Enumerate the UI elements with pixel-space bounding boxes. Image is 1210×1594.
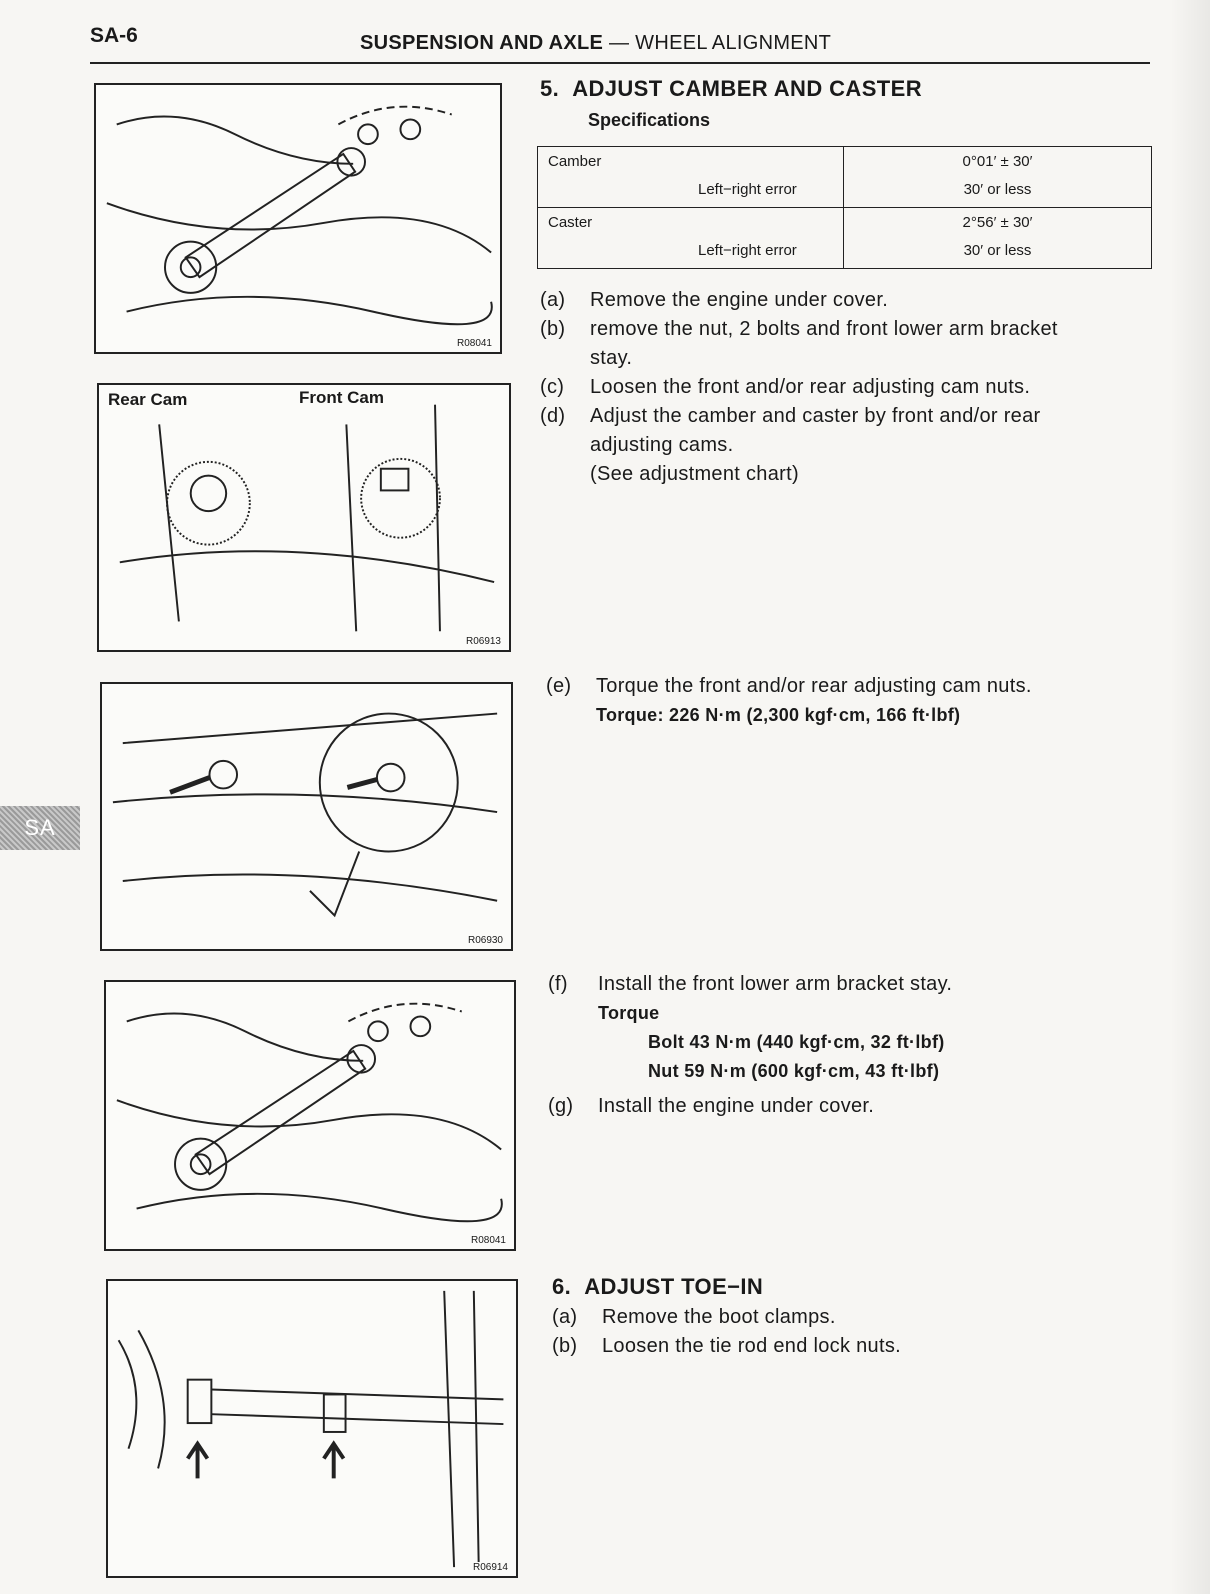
figure-torque-cam-nuts — [100, 682, 513, 951]
step-letter: (d) — [540, 405, 566, 427]
spec-value-cell — [844, 147, 1152, 208]
step5-number: 5. — [540, 76, 560, 101]
spec-item: Camber — [548, 153, 602, 170]
header-rule — [90, 62, 1150, 64]
subsection-title: WHEEL ALIGNMENT — [635, 32, 832, 54]
step6-title: ADJUST TOE−IN — [584, 1274, 764, 1299]
title-separator: — — [603, 32, 636, 54]
nut-torque: Nut 59 N·m (600 kgf·cm, 43 ft·lbf) — [648, 1061, 940, 1081]
step-e — [546, 672, 1032, 730]
figure-install-bracket-stay — [104, 980, 516, 1251]
step6-number: 6. — [552, 1274, 572, 1299]
figure-adjusting-cams — [97, 383, 511, 652]
section-title: SUSPENSION AND AXLE — [360, 32, 604, 54]
step-text: Adjust the camber and caster by front and/or rear — [590, 405, 1041, 427]
step-item — [540, 373, 1180, 402]
step-item — [540, 315, 1180, 344]
step5-heading — [540, 76, 922, 102]
step-text-continued: adjusting cams. — [590, 434, 734, 456]
table-row — [538, 147, 1152, 208]
spec-table — [537, 146, 1152, 269]
step-item — [540, 402, 1180, 431]
table-row — [538, 208, 1152, 269]
step-letter: (a) — [540, 289, 566, 311]
torque-label: Torque — [598, 1003, 660, 1023]
spec-value: 0°01′ ± 30′ — [962, 153, 1033, 170]
cam-nut-illustration — [102, 684, 511, 949]
step-g — [548, 1092, 874, 1121]
spec-item-cell — [538, 147, 844, 208]
spec-sub-item: Left−right error — [698, 242, 797, 259]
spec-value-cell — [844, 208, 1152, 269]
page-number: SA-6 — [90, 24, 138, 47]
step-letter: (b) — [540, 318, 566, 340]
step-letter: (c) — [540, 376, 565, 398]
tie-rod-illustration — [108, 1281, 516, 1576]
wrench-illustration — [106, 982, 514, 1249]
step-text: Remove the boot clamps. — [602, 1306, 836, 1328]
step-text: remove the nut, 2 bolts and front lower arm bracket — [590, 318, 1058, 340]
figure-code: R06930 — [467, 935, 503, 946]
page-title — [360, 32, 831, 55]
figure-code: R06913 — [465, 636, 501, 647]
step-text: Loosen the front and/or rear adjusting cam nuts. — [590, 376, 1031, 398]
page-edge-shadow — [1170, 0, 1210, 1594]
step-letter: (f) — [548, 973, 568, 995]
spec-sub-item: Left−right error — [698, 181, 797, 198]
spec-value: 2°56′ ± 30′ — [962, 214, 1033, 231]
spec-sub-value: 30′ or less — [963, 181, 1032, 198]
figure-wrench-bracket — [94, 83, 502, 354]
spec-sub-value: 30′ or less — [963, 242, 1032, 259]
figure-code: R08041 — [470, 1235, 506, 1246]
section-tab: SA — [0, 806, 80, 850]
step-text: Remove the engine under cover. — [590, 289, 889, 311]
step-text: Loosen the tie rod end lock nuts. — [602, 1335, 901, 1357]
step-f — [548, 970, 952, 1086]
step-letter: (a) — [552, 1306, 578, 1328]
step6-instructions — [552, 1303, 901, 1361]
step-text-continued: stay. — [590, 347, 633, 369]
spec-heading: Specifications — [588, 110, 711, 130]
step-text: Torque the front and/or rear adjusting cam nuts. — [596, 675, 1032, 697]
figure-code: R08041 — [456, 338, 492, 349]
step5-title: ADJUST CAMBER AND CASTER — [572, 76, 922, 101]
bolt-torque: Bolt 43 N·m (440 kgf·cm, 32 ft·lbf) — [648, 1032, 945, 1052]
step-letter: (g) — [548, 1095, 574, 1117]
step-item — [540, 286, 1180, 315]
front-cam-label: Front Cam — [299, 388, 384, 407]
step-letter: (b) — [552, 1335, 578, 1357]
step-text: Install the engine under cover. — [598, 1095, 875, 1117]
spec-item-cell — [538, 208, 844, 269]
step-text-continued: (See adjustment chart) — [590, 463, 799, 485]
step-text: Install the front lower arm bracket stay. — [598, 973, 953, 995]
step5-instructions — [540, 286, 1180, 489]
torque-spec: Torque: 226 N·m (2,300 kgf·cm, 166 ft·lbf) — [596, 705, 961, 725]
wrench-illustration — [96, 85, 500, 352]
rear-cam-label: Rear Cam — [108, 390, 188, 409]
step-letter: (e) — [546, 675, 572, 697]
cam-illustration — [99, 385, 509, 650]
step6-heading — [552, 1274, 763, 1300]
figure-code: R06914 — [472, 1562, 508, 1573]
figure-tie-rod — [106, 1279, 518, 1578]
spec-item: Caster — [548, 214, 593, 231]
